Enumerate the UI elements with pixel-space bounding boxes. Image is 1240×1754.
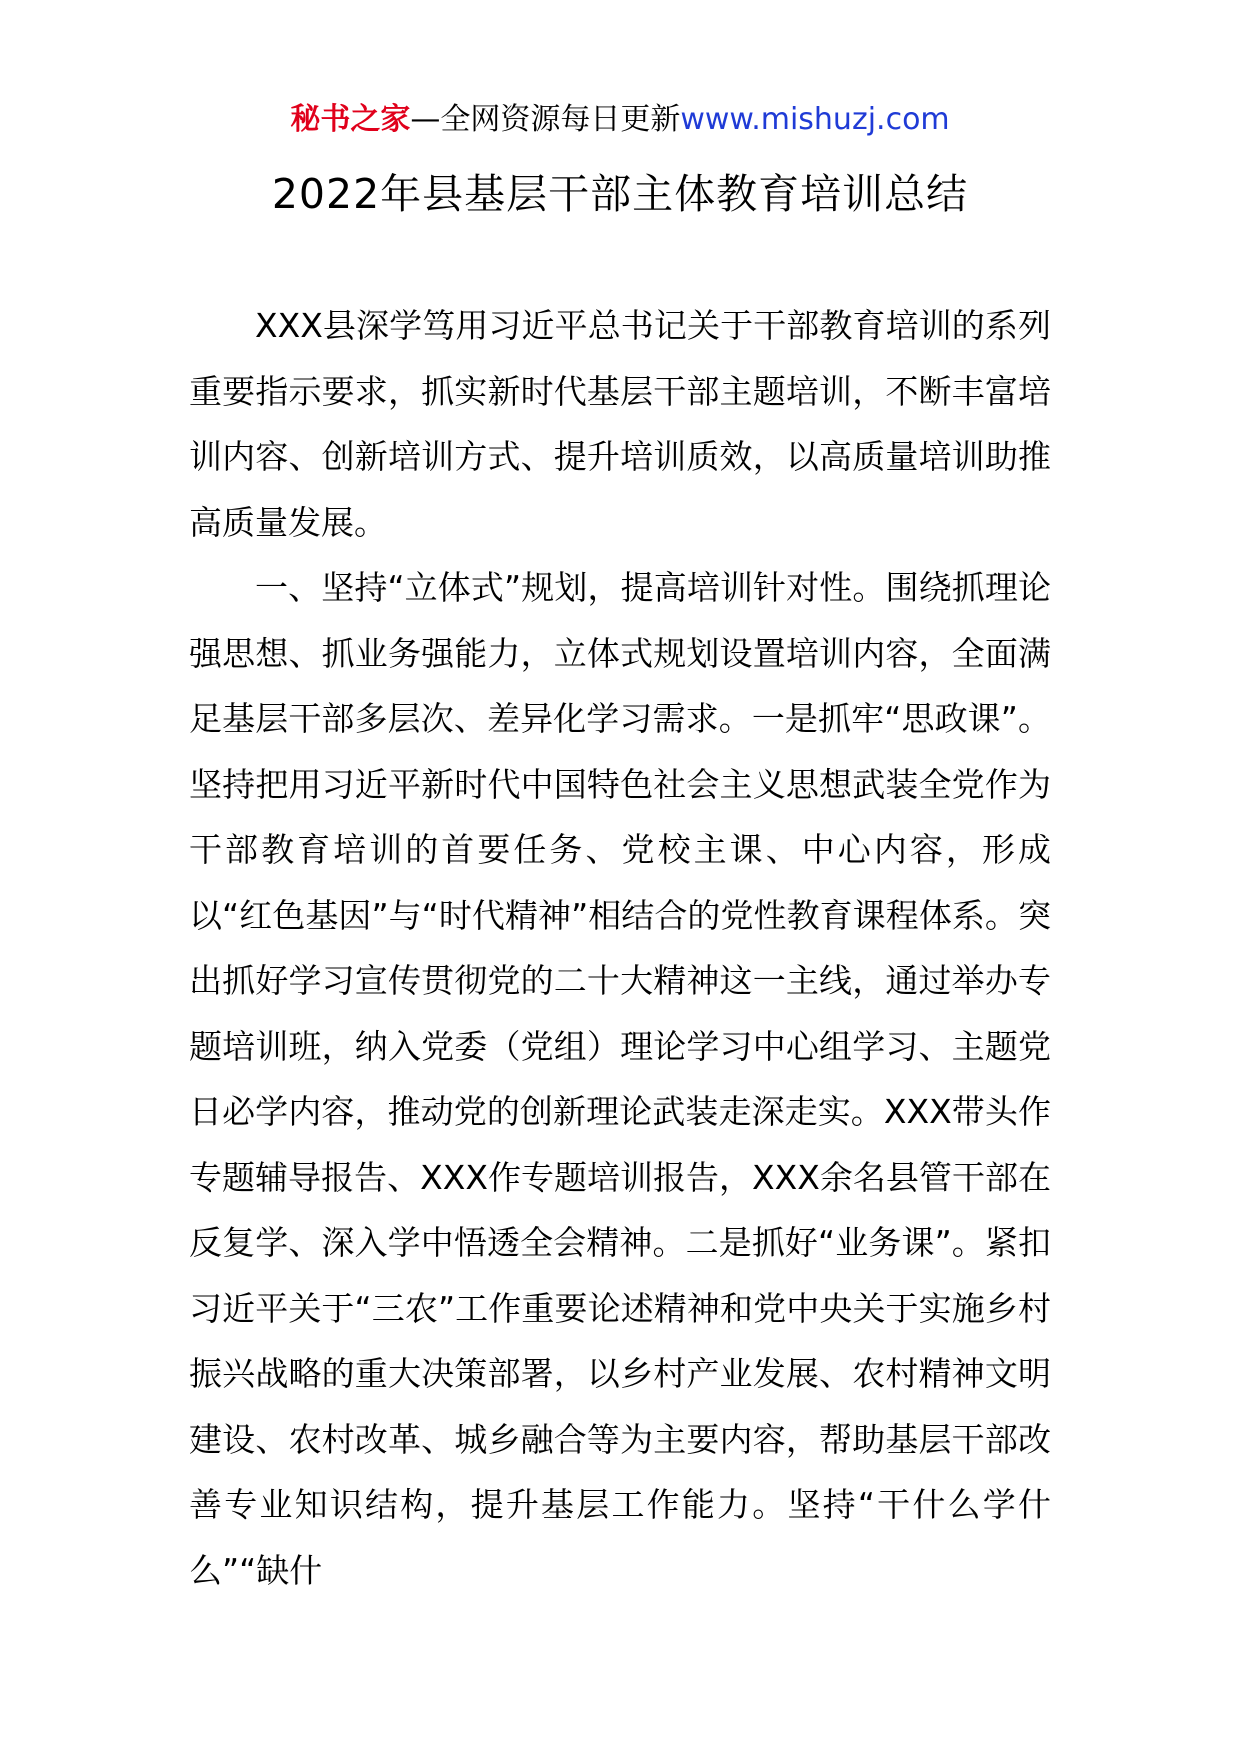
document-title: 2022年县基层干部主体教育培训总结 [271,170,969,218]
document-body [189,293,1051,1603]
paragraph-section-one: 一、坚持“立体式”规划，提高培训针对性。围绕抓理论强思想、抓业务强能力，立体式规划设置培训内容，全面满足基层干部多层次、差异化学习需求。一是抓牢“思政课”。坚持把用习近平新时代中国特色社会主义思想武装全党作为干部教育培训的首要任务、党校主课、中心内容，形成以“红色基因”与“时代精神”相结合的党性教育课程体系。突出抓好学习宣传贯彻党的二十大精神这一主线，通过举办专题培训班，纳入党委（党组）理论学习中心组学习、主题党日必学内容，推动党的创新理论武装走深走实。XXX带头作专题辅导报告、XXX作专题培训报告，XXX余名县管干部在反复学、深入学中悟透全会精神。二是抓好“业务课”。紧扣习近平关于“三农”工作重要论述精神和党中央关于实施乡村振兴战略的重大决策部署，以乡村产业发展、农村精神文明建设、农村改革、城乡融合等为主要内容，帮助基层干部改善专业知识结构，提升基层工作能力。坚持“干什么学什么”“缺什 [189,568,1051,1590]
website-link[interactable]: www.mishuzj.com [680,102,950,137]
paragraph-intro: XXX县深学笃用习近平总书记关于干部教育培训的系列重要指示要求，抓实新时代基层干部主题培训，不断丰富培训内容、创新培训方式、提升培训质效，以高质量培训助推高质量发展。 [189,306,1051,542]
header-tagline: —全网资源每日更新 [410,102,681,137]
brand-name: 秘书之家 [290,102,411,137]
site-header [0,98,1240,142]
